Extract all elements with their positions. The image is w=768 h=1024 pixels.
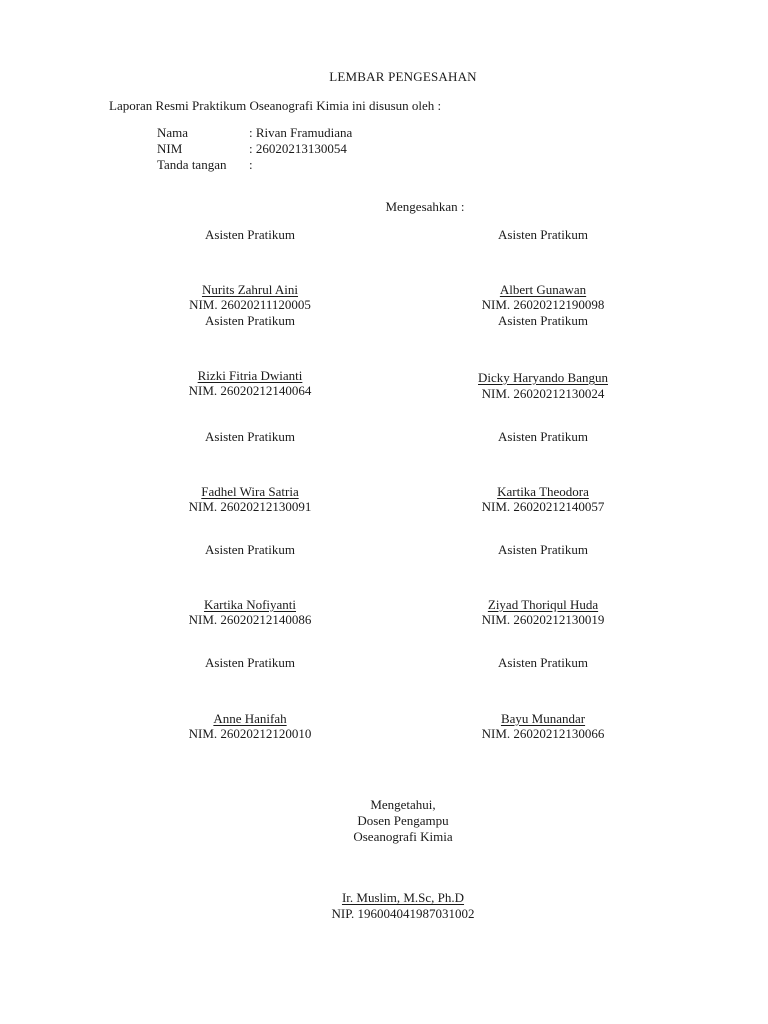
field-label-nama: Nama <box>157 125 189 140</box>
field-label-tanda-tangan: Tanda tangan <box>157 157 227 172</box>
assistant-nim: NIM. 26020212130066 <box>481 726 605 741</box>
assistant-nim: NIM. 26020212140064 <box>188 383 312 398</box>
assistant-role: Asisten Pratikum <box>498 227 588 242</box>
assistant-name: Dicky Haryando Bangun <box>478 370 608 385</box>
assistant-name: Anne Hanifah <box>213 711 287 726</box>
field-value-nama: : Rivan Framudiana <box>249 125 353 140</box>
course-name: Oseanografi Kimia <box>353 829 453 844</box>
assistant-nim: NIM. 26020212120010 <box>188 726 312 741</box>
mengesahkan-label: Mengesahkan : <box>385 199 465 214</box>
assistant-name: Bayu Munandar <box>500 711 586 726</box>
assistant-name: Ziyad Thoriqul Huda <box>487 597 599 612</box>
assistant-role: Asisten Pratikum <box>205 542 295 557</box>
assistant-name: Fadhel Wira Satria <box>201 484 299 499</box>
assistant-role: Asisten Pratikum <box>498 655 588 670</box>
assistant-name: Rizki Fitria Dwianti <box>197 368 303 383</box>
assistant-nim: NIM. 26020212130091 <box>188 499 312 514</box>
assistant-role: Asisten Pratikum <box>205 227 295 242</box>
assistant-nim: NIM. 26020212140057 <box>481 499 605 514</box>
field-value-tanda-tangan: : <box>249 157 253 172</box>
assistant-name: Kartika Nofiyanti <box>203 597 297 612</box>
assistant-nim: NIM. 26020211120005 <box>189 297 311 312</box>
assistant-nim: NIM. 26020212130019 <box>481 612 605 627</box>
assistant-name: Albert Gunawan <box>499 282 587 297</box>
assistant-role: Asisten Pratikum <box>498 542 588 557</box>
field-label-nim: NIM <box>157 141 183 156</box>
intro-text: Laporan Resmi Praktikum Oseanografi Kimia ini disusun oleh : <box>109 98 442 113</box>
assistant-role: Asisten Pratikum <box>498 429 588 444</box>
dosen-pengampu-label: Dosen Pengampu <box>357 813 449 828</box>
assistant-name: Kartika Theodora <box>497 484 589 499</box>
assistant-role: Asisten Pratikum <box>498 313 588 328</box>
page-title: LEMBAR PENGESAHAN <box>329 69 477 84</box>
assistant-role: Asisten Pratikum <box>205 313 295 328</box>
assistant-nim: NIM. 26020212190098 <box>481 297 605 312</box>
lecturer-nip: NIP. 196004041987031002 <box>331 906 475 921</box>
assistant-nim: NIM. 26020212130024 <box>481 386 605 401</box>
field-value-nim: : 26020213130054 <box>249 141 347 156</box>
assistant-name: Nurits Zahrul Aini <box>201 282 299 297</box>
assistant-role: Asisten Pratikum <box>205 655 295 670</box>
assistant-nim: NIM. 26020212140086 <box>188 612 312 627</box>
assistant-role: Asisten Pratikum <box>205 429 295 444</box>
mengetahui-label: Mengetahui, <box>370 797 436 812</box>
lecturer-name: Ir. Muslim, M.Sc, Ph.D <box>341 890 465 905</box>
